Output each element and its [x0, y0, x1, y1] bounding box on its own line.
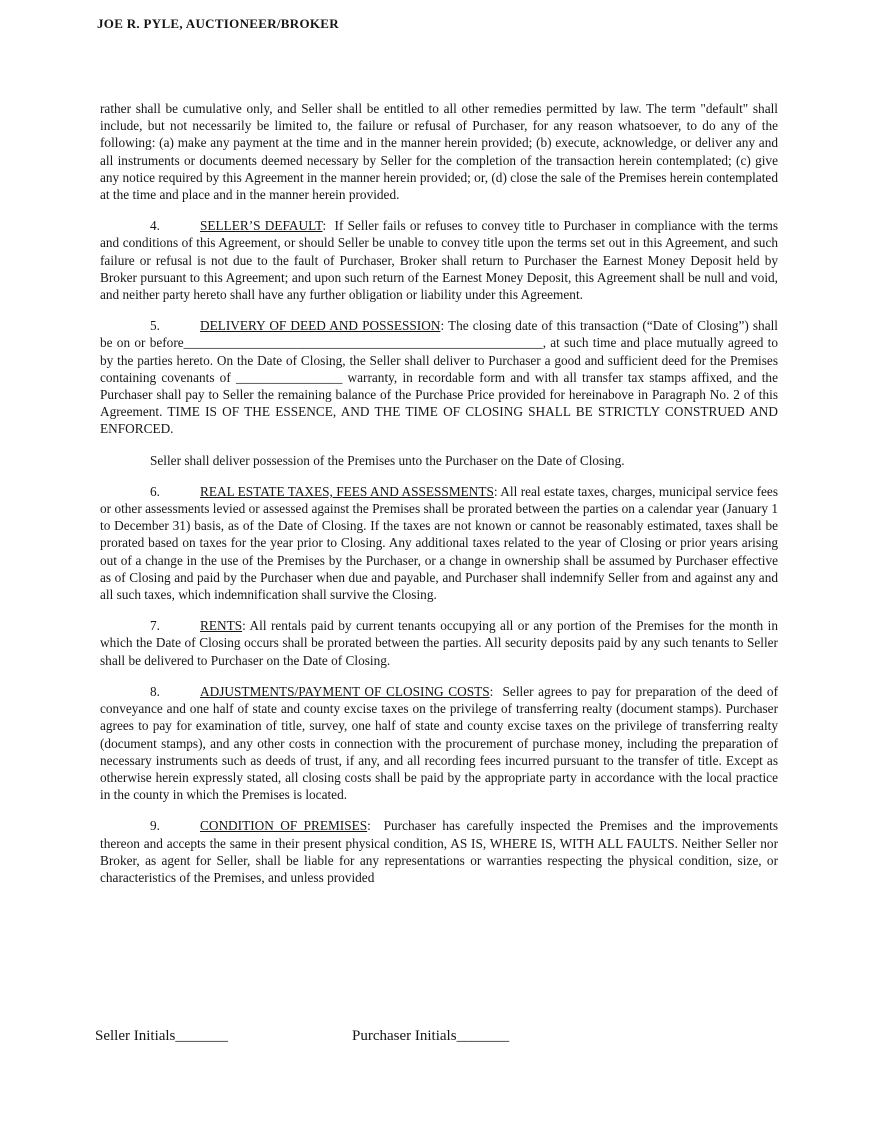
seller-initials: [95, 1028, 228, 1045]
section-9-body: : Purchaser has carefully inspected the Premises and the improvements thereon and accepts the same in their present physical condition, AS IS, WHERE IS, WITH ALL FAULTS. Neither Seller nor Broker, as agent for Seller, shall be liable for any representations or warranties respecting the physical condition, size, or characteristics of the Premises, and unless provided: [100, 818, 779, 885]
section-5-paragraph: [100, 317, 778, 437]
section-4-body: : If Seller fails or refuses to convey title to Purchaser in compliance with the terms and conditions of this Agreement, or should Seller be unable to convey title upon the terms set out in this Agreement, and such failure or refusal is not due to the fault of Purchaser, Broker shall return to Purchaser the Earnest Money Deposit held by Broker pursuant to this Agreement; and upon such return of the Earnest Money Deposit, this Agreement shall be null and void, and neither party hereto shall have any further obligation or liability under this Agreement.: [100, 218, 779, 303]
section-6-paragraph: [100, 483, 778, 603]
section-8-number: 8.: [150, 683, 160, 699]
seller-initials-label: Seller Initials: [95, 1028, 176, 1044]
section-7-number: 7.: [150, 618, 160, 634]
section-7-body: : All rentals paid by current tenants occupying all or any portion of the Premises for the month in which the Date of Closing occurs shall be prorated between the parties. All security deposits paid by any such tenants to Seller shall be delivered to Purchaser on the Date of Closing.: [100, 618, 778, 668]
section-8-heading: ADJUSTMENTS/PAYMENT OF CLOSING COSTS: [199, 683, 490, 699]
purchaser-initials-blank-line: _______: [456, 1028, 510, 1044]
section-6-heading: REAL ESTATE TAXES, FEES AND ASSESSMENTS: [199, 483, 494, 499]
section-4-paragraph: [100, 217, 778, 303]
section-7-paragraph: [100, 617, 778, 669]
section-8-paragraph: [100, 683, 778, 803]
intro-paragraph: [100, 100, 778, 203]
purchaser-initials-label: Purchaser Initials: [352, 1028, 457, 1044]
warranty-type-blank-line: ________________: [235, 369, 343, 385]
initials-footer: [95, 1028, 695, 1058]
section-8-body: : Seller agrees to pay for preparation of the deed of conveyance and one half of state and county excise taxes on the privilege of transferring realty (document stamps). Purchaser agrees to pay for examination of title, survey, one half of state and county excise taxes on the privilege of transferring realty (document stamps), and any other costs in connection with the procurement of purchase money, including the preparation of necessary instruments such as deeds of trust, if any, and all recording fees incurred pursuant to the transfer of title. Except as otherwise herein expressly stated, all closing costs shall be paid by the appropriate party in accordance with the local practice in the county in which the Premises is located.: [100, 683, 778, 803]
possession-paragraph-text: Seller shall deliver possession of the Premises unto the Purchaser on the Date of Closing.: [150, 452, 625, 468]
section-4-number: 4.: [150, 218, 160, 234]
section-5-body-part2: , at such time and place mutually agreed to by the parties hereto. On the Date of Closing, the Seller shall deliver to Purchaser a good and sufficient deed for the Premises containing covenants of: [100, 335, 778, 385]
section-5-body-part1: : The closing date of this transaction (“Date of Closing”) shall be on or before: [100, 318, 778, 351]
intro-paragraph-text: rather shall be cumulative only, and Seller shall be entitled to all other remedies permitted by law. The term "default" shall include, but not necessarily be limited to, the failure or refusal of Purchaser, for any reason whatsoever, to do any of the following: (a) make any payment at the time and in the manner herein provided; (b) execute, acknowledge, or deliver any and all instruments or documents deemed necessary by Seller for the completion of the transaction herein contemplated; (c) give any notice required by this Agreement in the manner herein provided; or, (d) close the sale of the Premises herein contemplated at the time and place and in the manner herein provided.: [100, 101, 778, 203]
section-4-heading: SELLER’S DEFAULT: [199, 218, 323, 234]
document-body: [100, 100, 778, 900]
section-6-body: : All real estate taxes, charges, municipal service fees or other assessments levied or assessed against the Premises shall be prorated between the parties on a calendar year (January 1 to December 31) basis, as of the Date of Closing. If the taxes are not known or cannot be reasonably estimated, taxes shall be prorated based on taxes for the year prior to Closing. Any additional taxes related to the year of Closing or prior years arising out of a change in the use of the Premises by the Purchaser, or a change in ownership shall be assumed by Purchaser effective as of Closing and paid by the Purchaser when due and payable, and Purchaser shall indemnify Seller from and against any and all such taxes, which indemnification shall survive the Closing.: [100, 483, 778, 603]
document-header-title: JOE R. PYLE, AUCTIONEER/BROKER: [97, 16, 339, 31]
section-9-heading: CONDITION OF PREMISES: [199, 818, 368, 834]
section-7-heading: RENTS: [199, 618, 243, 634]
section-5-heading: DELIVERY OF DEED AND POSSESSION: [199, 318, 441, 334]
closing-date-blank-line: ______________________________________________________: [183, 335, 543, 351]
purchaser-initials: [352, 1028, 509, 1045]
section-6-number: 6.: [150, 483, 160, 499]
seller-initials-blank-line: _______: [175, 1028, 228, 1044]
section-9-paragraph: [100, 817, 778, 886]
section-9-number: 9.: [150, 818, 160, 834]
section-5-body-part3: warranty, in recordable form and with all transfer tax stamps affixed, and the Purchaser shall pay to Seller the remaining balance of the Purchase Price provided for hereinabove in Paragraph No. 2 of this Agreement. TIME IS OF THE ESSENCE, AND THE TIME OF CLOSING SHALL BE STRICTLY CONSTRUED AND ENFORCED.: [100, 369, 778, 437]
possession-paragraph: [100, 452, 778, 469]
section-5-number: 5.: [150, 318, 160, 334]
